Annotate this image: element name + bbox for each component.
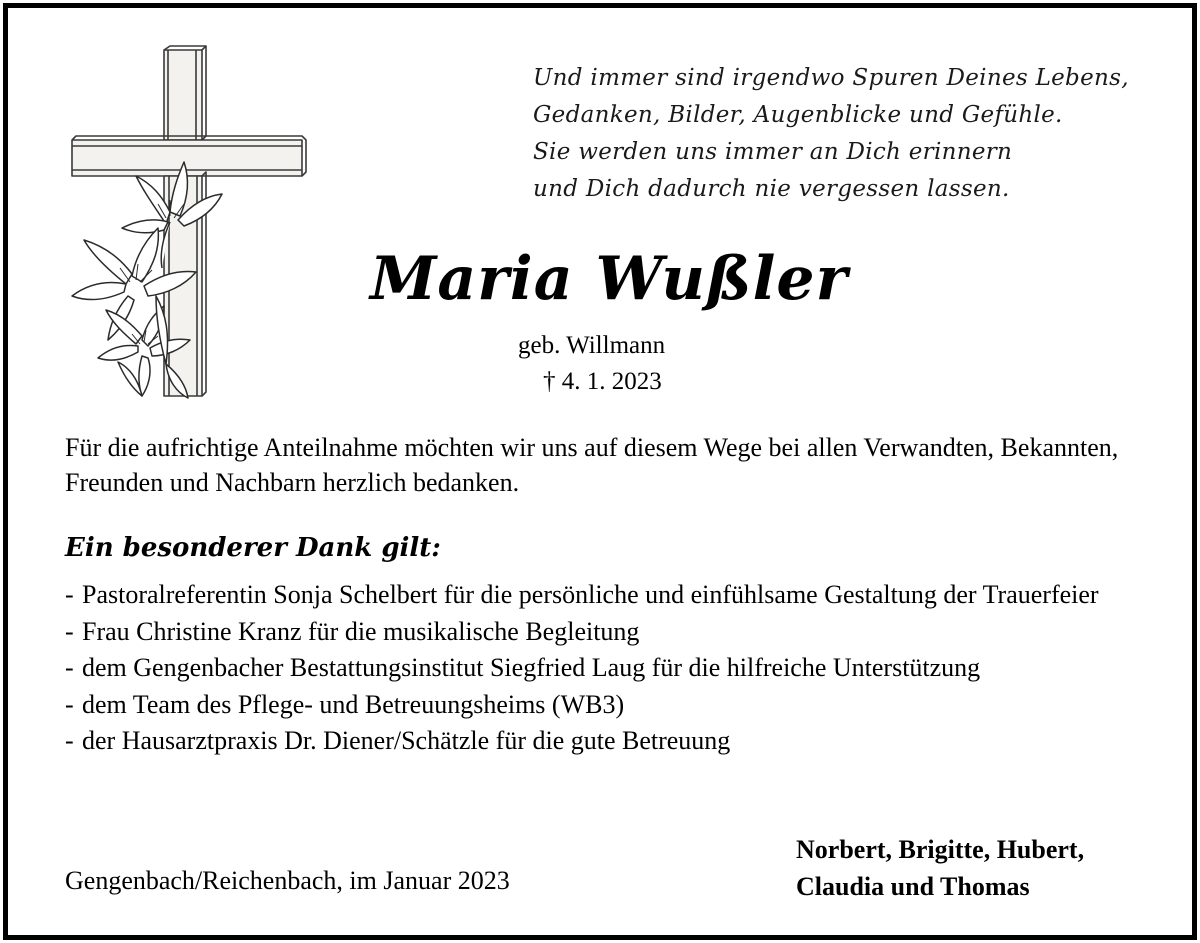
poem-line: Und immer sind irgendwo Spuren Deines Lebens,: [533, 65, 1129, 91]
list-item: - dem Team des Pflege- und Betreuungsheims (WB3): [65, 687, 1155, 724]
special-thanks-list: [65, 577, 1155, 760]
obituary-notice: [3, 3, 1197, 940]
maiden-name: geb. Willmann: [518, 332, 666, 359]
special-thanks-heading: Ein besonderer Dank gilt:: [65, 533, 441, 563]
deceased-name: Maria Wußler: [370, 244, 849, 314]
list-item: - dem Gengenbacher Bestattungsinstitut Siegfried Laug für die hilfreiche Unterstützung: [65, 650, 1155, 687]
death-date: † 4. 1. 2023: [543, 368, 662, 395]
thanks-text: Für die aufrichtige Anteilnahme möchten wir uns auf diesem Wege bei allen Verwandten, Bekannten, Freunden und Nachbarn herzlich bedanken.: [65, 433, 1119, 497]
signers-line: Norbert, Brigitte, Hubert,: [796, 835, 1085, 864]
list-item: - der Hausarztpraxis Dr. Diener/Schätzle für die gute Betreuung: [65, 723, 1155, 760]
place-and-date: Gengenbach/Reichenbach, im Januar 2023: [65, 866, 510, 895]
cross-with-lilies-icon: [66, 44, 316, 404]
poem-line: und Dich dadurch nie vergessen lassen.: [533, 176, 1010, 202]
memorial-poem: [533, 60, 1173, 208]
poem-line: Sie werden uns immer an Dich erinnern: [533, 139, 1013, 165]
poem-line: Gedanken, Bilder, Augenblicke und Gefühle.: [533, 102, 1063, 128]
signers: [796, 831, 1084, 905]
list-item: - Pastoralreferentin Sonja Schelbert für die persönliche und einfühlsame Gestaltung der Trauerfeier: [65, 577, 1155, 614]
signers-line: Claudia und Thomas: [796, 872, 1030, 901]
list-item: - Frau Christine Kranz für die musikalische Begleitung: [65, 614, 1155, 651]
